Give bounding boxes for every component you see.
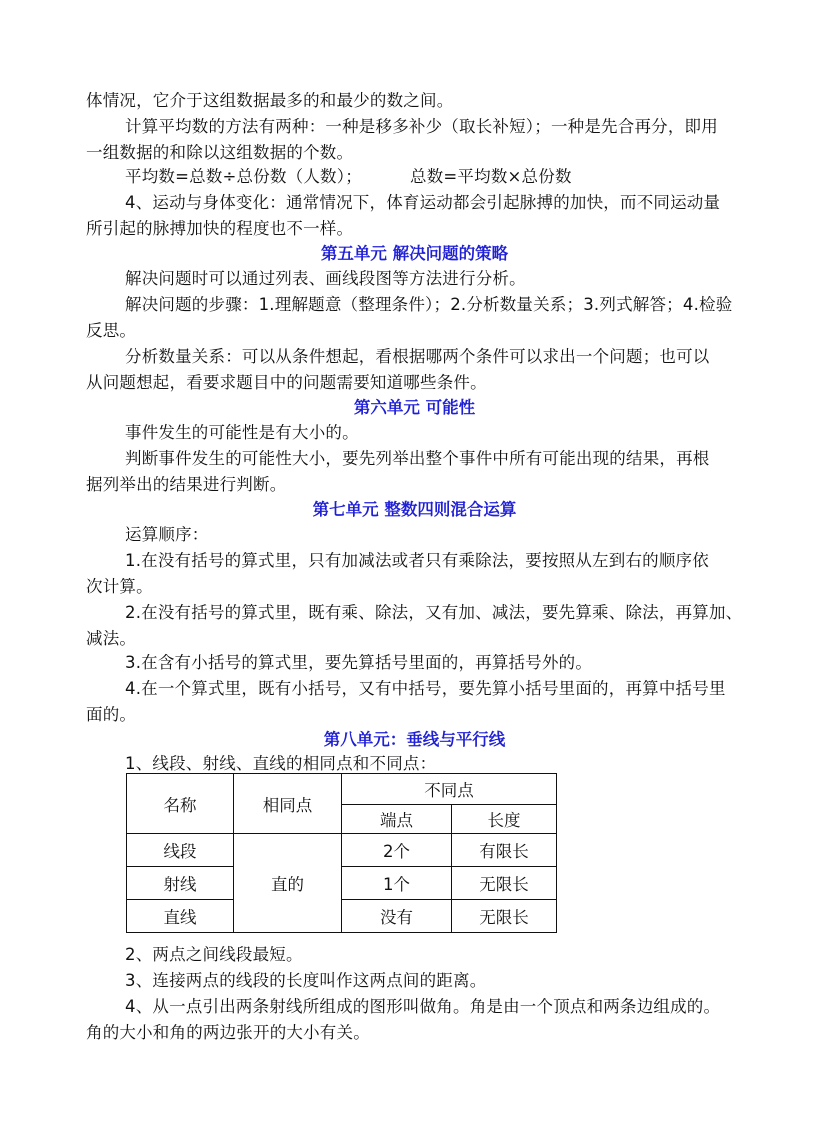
paragraph-line: 反思。 xyxy=(86,321,137,340)
paragraph-line: 2、两点之间线段最短。 xyxy=(125,945,303,964)
paragraph-line: 3、连接两点的线段的长度叫作这两点间的距离。 xyxy=(125,971,487,990)
row-length: 有限长 xyxy=(452,834,557,867)
header-endpoints: 端点 xyxy=(342,805,452,834)
line-comparison-table xyxy=(126,773,557,933)
header-diff: 不同点 xyxy=(342,774,557,805)
paragraph-line: 3.在含有小括号的算式里，要先算括号里面的，再算括号外的。 xyxy=(125,653,593,672)
paragraph-line: 次计算。 xyxy=(86,577,153,596)
header-length: 长度 xyxy=(452,805,557,834)
paragraph-line: 解决问题时可以通过列表、画线段图等方法进行分析。 xyxy=(125,269,526,288)
unit-8-heading: 第八单元：垂线与平行线 xyxy=(323,730,506,749)
paragraph-line: 角的大小和角的两边张开的大小有关。 xyxy=(86,1023,370,1042)
header-same: 相同点 xyxy=(234,774,342,834)
paragraph-line: 运算顺序： xyxy=(125,525,209,544)
row-endpoints: 2个 xyxy=(342,834,452,867)
row-name: 射线 xyxy=(127,867,234,900)
row-name: 直线 xyxy=(127,900,234,933)
paragraph-line: 4、运动与身体变化：通常情况下，体育运动都会引起脉搏的加快，而不同运动量 xyxy=(125,193,721,212)
table-row xyxy=(127,867,557,900)
unit-7-heading: 第七单元 整数四则混合运算 xyxy=(312,500,517,519)
unit-5-heading: 第五单元 解决问题的策略 xyxy=(320,244,509,263)
paragraph-line: 4、从一点引出两条射线所组成的图形叫做角。角是由一个顶点和两条边组成的。 xyxy=(125,997,721,1016)
row-endpoints: 1个 xyxy=(342,867,452,900)
paragraph-line: 所引起的脉搏加快的程度也不一样。 xyxy=(86,219,354,238)
paragraph-line: 1.在没有括号的算式里，只有加减法或者只有乘除法，要按照从左到右的顺序依 xyxy=(125,551,709,570)
table-row xyxy=(127,900,557,933)
table-caption: 1、线段、射线、直线的相同点和不同点： xyxy=(125,754,437,773)
paragraph-line: 从问题想起，看要求题目中的问题需要知道哪些条件。 xyxy=(86,373,487,392)
paragraph-line: 解决问题的步骤：1.理解题意（整理条件）；2.分析数量关系；3.列式解答；4.检验 xyxy=(125,295,733,314)
row-length: 无限长 xyxy=(452,900,557,933)
paragraph-line: 面的。 xyxy=(86,705,137,724)
paragraph-line: 事件发生的可能性是有大小的。 xyxy=(125,423,359,442)
paragraph-line: 减法。 xyxy=(86,629,137,648)
row-endpoints: 没有 xyxy=(342,900,452,933)
formula-total: 总数=平均数×总份数 xyxy=(410,167,572,186)
header-name: 名称 xyxy=(127,774,234,834)
table-row xyxy=(127,834,557,867)
paragraph-line: 计算平均数的方法有两种：一种是移多补少（取长补短）；一种是先合再分，即用 xyxy=(125,117,718,136)
paragraph-line: 体情况，它介于这组数据最多的和最少的数之间。 xyxy=(86,91,454,110)
row-name: 线段 xyxy=(127,834,234,867)
paragraph-line: 分析数量关系：可以从条件想起，看根据哪两个条件可以求出一个问题；也可以 xyxy=(125,347,710,366)
formula-average: 平均数=总数÷总份数（人数）； xyxy=(125,167,362,186)
unit-6-heading: 第六单元 可能性 xyxy=(353,398,476,417)
paragraph-line: 一组数据的和除以这组数据的个数。 xyxy=(86,143,354,162)
paragraph-line: 4.在一个算式里，既有小括号，又有中括号，要先算小括号里面的，再算中括号里 xyxy=(125,679,726,698)
paragraph-line: 据列举出的结果进行判断。 xyxy=(86,475,287,494)
paragraph-line: 判断事件发生的可能性大小，要先列举出整个事件中所有可能出现的结果，再根 xyxy=(125,449,710,468)
row-length: 无限长 xyxy=(452,867,557,900)
paragraph-line: 2.在没有括号的算式里，既有乘、除法，又有加、减法，要先算乘、除法，再算加、 xyxy=(125,603,743,622)
same-value: 直的 xyxy=(234,834,342,933)
